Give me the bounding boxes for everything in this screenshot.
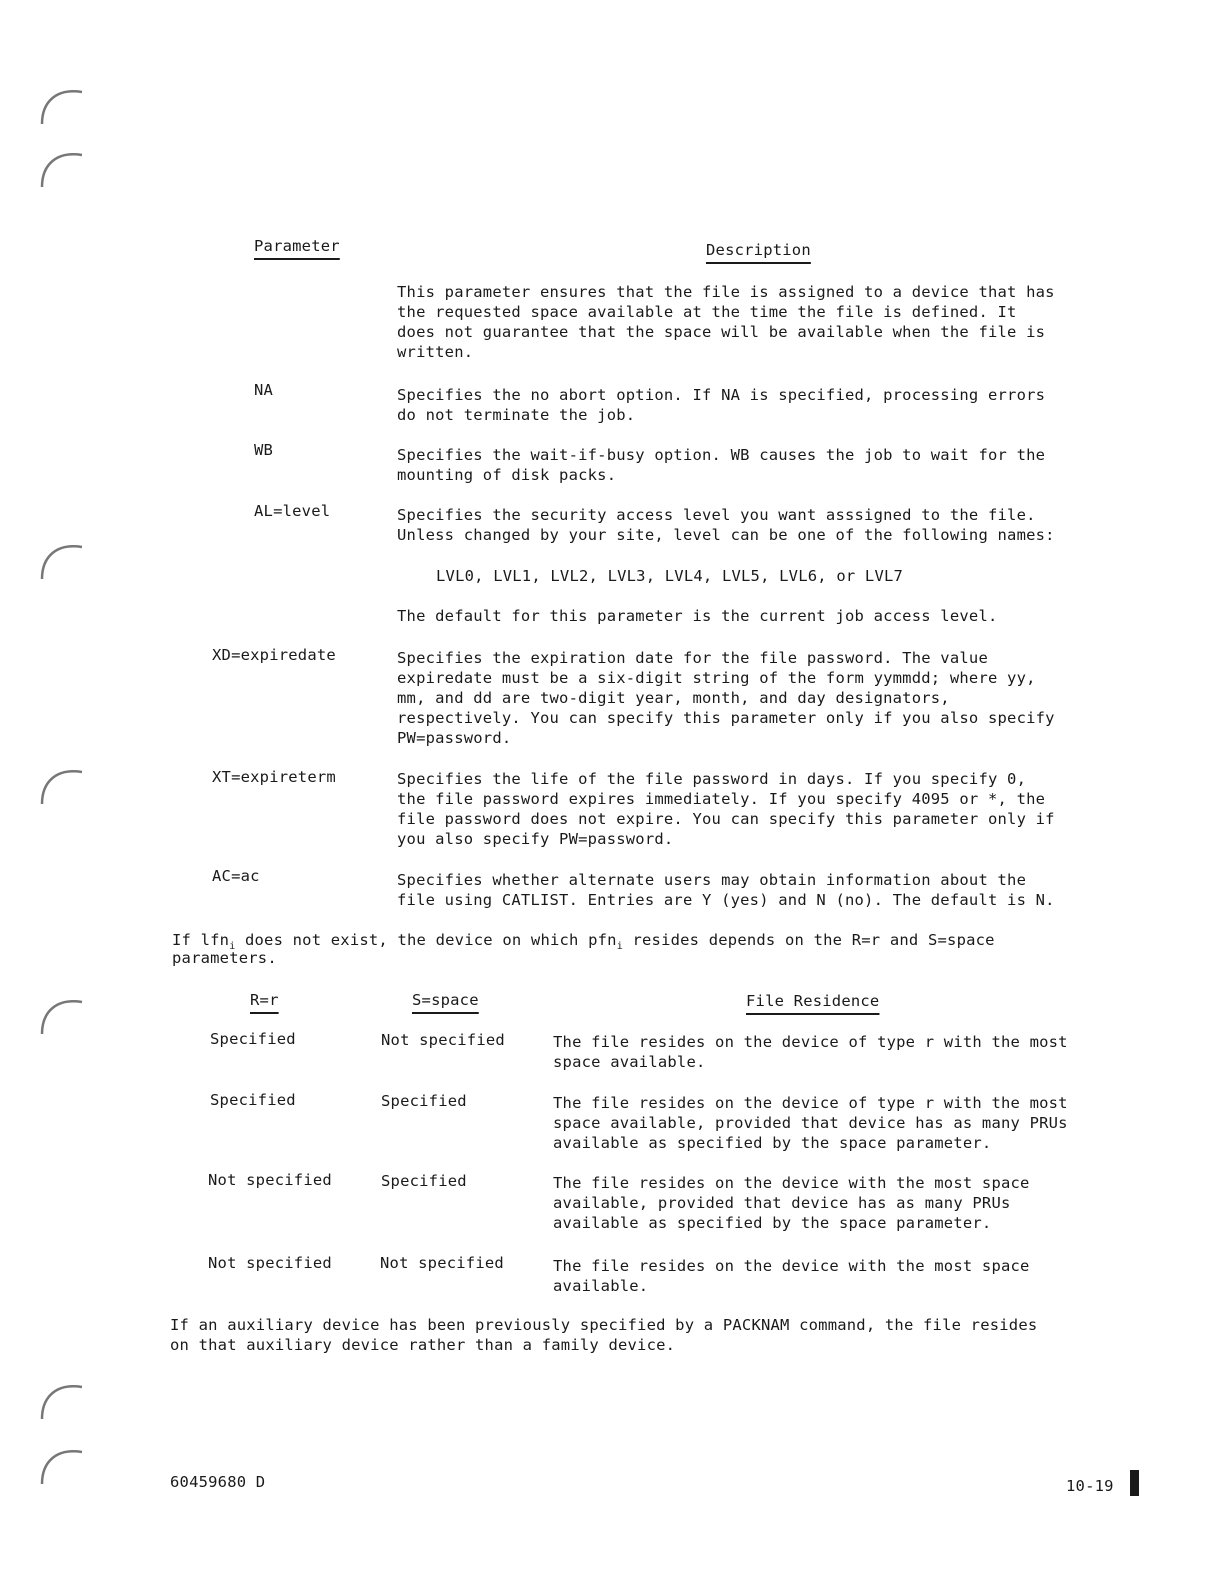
- row-residence-text: The file resides on the device of type r with the most space available.: [553, 1033, 1068, 1071]
- row-r-value: Specified: [210, 1030, 296, 1048]
- param-xt-desc: Specifies the life of the file password in days. If you specify 0, the file password expires immediately. If you specify 4095 or *, the file password does not expire. You can specify this parameter only if you also specify PW=password.: [397, 770, 1055, 848]
- row-s-value: Not specified: [381, 1031, 505, 1049]
- param-xd-desc: Specifies the expiration date for the file password. The value expiredate must be a six-digit string of the form yymmdd; where yy, mm, and dd are two-digit year, month, and day designators, respectively. You can specify this parameter only if you also specify PW=password.: [397, 649, 1055, 747]
- punch-hole-mark: [34, 1440, 90, 1496]
- row-r-value: Specified: [210, 1091, 296, 1109]
- space-param-continued-desc: This parameter ensures that the file is assigned to a device that has the requested space available at the time the file is defined. It does not guarantee that the space will be available when the file is written.: [397, 283, 1055, 361]
- param-al-level-list: LVL0, LVL1, LVL2, LVL3, LVL4, LVL5, LVL6, or LVL7: [436, 567, 904, 585]
- residence-column-header: File Residence: [746, 992, 880, 1010]
- lfn-note-line2: parameters.: [172, 949, 277, 967]
- row-r-value: Not specified: [208, 1171, 332, 1189]
- param-al-name: AL=level: [254, 502, 331, 520]
- param-ac-desc: Specifies whether alternate users may obtain information about the file using CATLIST. Entries are Y (yes) and N (no). The default is N.: [397, 871, 1055, 909]
- punch-hole-mark: [34, 990, 90, 1046]
- lfn-note: If lfn$_i$ does not exist, the device on which pfn$_i$ resides depends on the R=r and S=space: [172, 931, 995, 953]
- page-number: 10-19: [1066, 1477, 1114, 1495]
- param-na-name: NA: [254, 381, 274, 399]
- s-column-header: S=space: [412, 991, 479, 1009]
- document-number: 60459680 D: [170, 1473, 266, 1491]
- aux-device-note: If an auxiliary device has been previously specified by a PACKNAM command, the file resides on that auxiliary device rather than a family device.: [170, 1316, 1038, 1354]
- r-column-header: R=r: [250, 991, 279, 1009]
- punch-hole-mark: [34, 1375, 90, 1431]
- change-bar: [1130, 1470, 1139, 1496]
- punch-hole-mark: [34, 535, 90, 591]
- param-xd-name: XD=expiredate: [212, 646, 336, 664]
- param-wb-name: WB: [254, 441, 274, 459]
- description-column-header: Description: [706, 241, 811, 259]
- row-s-value: Not specified: [380, 1254, 504, 1272]
- row-s-value: Specified: [381, 1172, 467, 1190]
- punch-hole-mark: [34, 80, 90, 136]
- param-al-desc: Specifies the security access level you want asssigned to the file. Unless changed by your site, level can be one of the following names:: [397, 506, 1055, 544]
- param-al-default: The default for this parameter is the current job access level.: [397, 607, 998, 625]
- parameter-column-header: Parameter: [254, 237, 340, 255]
- row-s-value: Specified: [381, 1092, 467, 1110]
- param-wb-desc: Specifies the wait-if-busy option. WB causes the job to wait for the mounting of disk packs.: [397, 446, 1046, 484]
- row-r-value: Not specified: [208, 1254, 332, 1272]
- param-na-desc: Specifies the no abort option. If NA is specified, processing errors do not terminate the job.: [397, 386, 1046, 424]
- punch-hole-mark: [34, 143, 90, 199]
- param-ac-name: AC=ac: [212, 867, 260, 885]
- punch-hole-mark: [34, 760, 90, 816]
- row-residence-text: The file resides on the device of type r with the most space available, provided that device has as many PRUs available as specified by the space parameter.: [553, 1094, 1068, 1152]
- row-residence-text: The file resides on the device with the most space available.: [553, 1257, 1030, 1295]
- row-residence-text: The file resides on the device with the most space available, provided that device has as many PRUs available as specified by the space parameter.: [553, 1174, 1030, 1232]
- param-xt-name: XT=expireterm: [212, 768, 336, 786]
